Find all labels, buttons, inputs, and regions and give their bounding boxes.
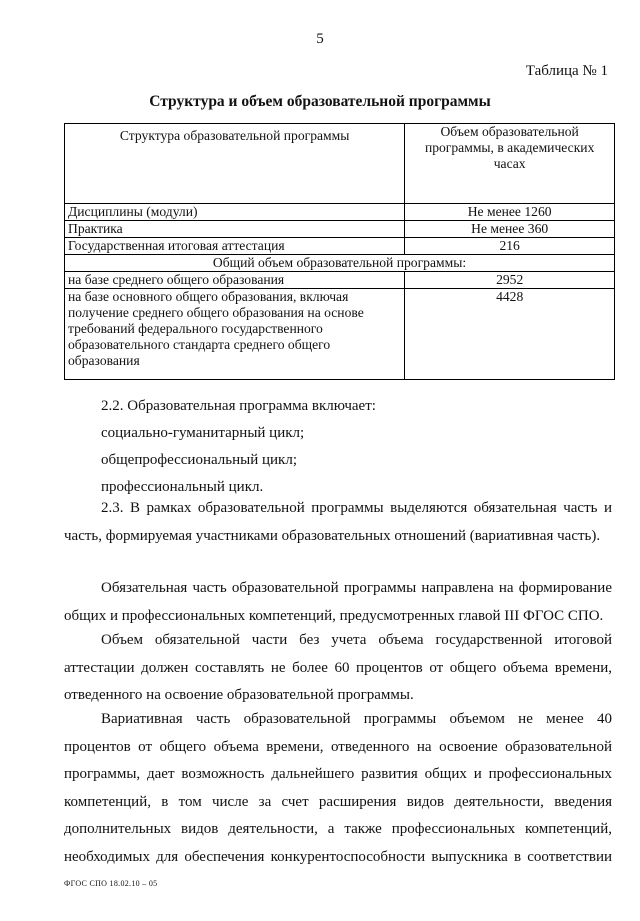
table-title: Структура и объем образовательной программы xyxy=(149,93,491,110)
list-item-professional: профессиональный цикл. xyxy=(101,479,264,495)
program-structure-table xyxy=(64,123,615,380)
paragraph-mandatory-volume: Объем обязательной части без учета объема государственной итоговой аттестации должен составлять не более 60 процентов от общего объема времени, отведенного на освоение образовательной программы. xyxy=(64,632,612,704)
list-item-general-professional: общепрофессиональный цикл; xyxy=(101,452,297,468)
table-total-heading-row xyxy=(65,255,615,272)
paragraph-2-3: 2.3. В рамках образовательной программы выделяются обязательная часть и часть, формируемая участниками образовательных отношений (вариативная часть). xyxy=(64,500,612,544)
table-row xyxy=(65,221,615,238)
page-number: 5 xyxy=(316,31,324,47)
row-label: Дисциплины (модули) xyxy=(65,204,405,221)
footer-code: ФГОС СПО 18.02.10 – 05 xyxy=(64,879,158,888)
list-item-social-humanitarian: социально-гуманитарный цикл; xyxy=(101,425,305,441)
table-row xyxy=(65,289,615,380)
row-value: Не менее 360 xyxy=(405,221,615,238)
paragraph-mandatory-part: Обязательная часть образовательной программы направлена на формирование общих и профессиональных компетенций, предусмотренных главой III ФГОС СПО. xyxy=(64,580,612,624)
table-row xyxy=(65,204,615,221)
row-label: Государственная итоговая аттестация xyxy=(65,238,405,255)
row-label: Практика xyxy=(65,221,405,238)
table-row xyxy=(65,238,615,255)
row-value: 2952 xyxy=(405,272,615,289)
row-label: на базе среднего общего образования xyxy=(65,272,405,289)
table-label: Таблица № 1 xyxy=(525,63,608,79)
row-label: на базе основного общего образования, включая получение среднего общего образования на основе требований федерального государственного образовательного стандарта среднего общего образования xyxy=(65,289,405,380)
row-value: 216 xyxy=(405,238,615,255)
total-heading: Общий объем образовательной программы: xyxy=(65,255,615,272)
header-structure: Структура образовательной программы xyxy=(65,124,405,204)
row-value: 4428 xyxy=(405,289,615,380)
paragraph-variable-part: Вариативная часть образовательной программы объемом не менее 40 процентов от общего объема времени, отведенного на освоение образовательной программы, дает возможность дальнейшего развития общих и профессиональных компетенций, в том числе за счет расширения видов деятельности, введения дополнительных видов деятельности, а также профессиональных компетенций, необходимых для обеспечения конкурентоспособности выпускника в соответствии xyxy=(64,711,612,865)
paragraph-2-2: 2.2. Образовательная программа включает: xyxy=(101,398,376,414)
table-header-row xyxy=(65,124,615,204)
table-row xyxy=(65,272,615,289)
row-value: Не менее 1260 xyxy=(405,204,615,221)
header-volume: Объем образовательной программы, в академических часах xyxy=(405,124,615,204)
